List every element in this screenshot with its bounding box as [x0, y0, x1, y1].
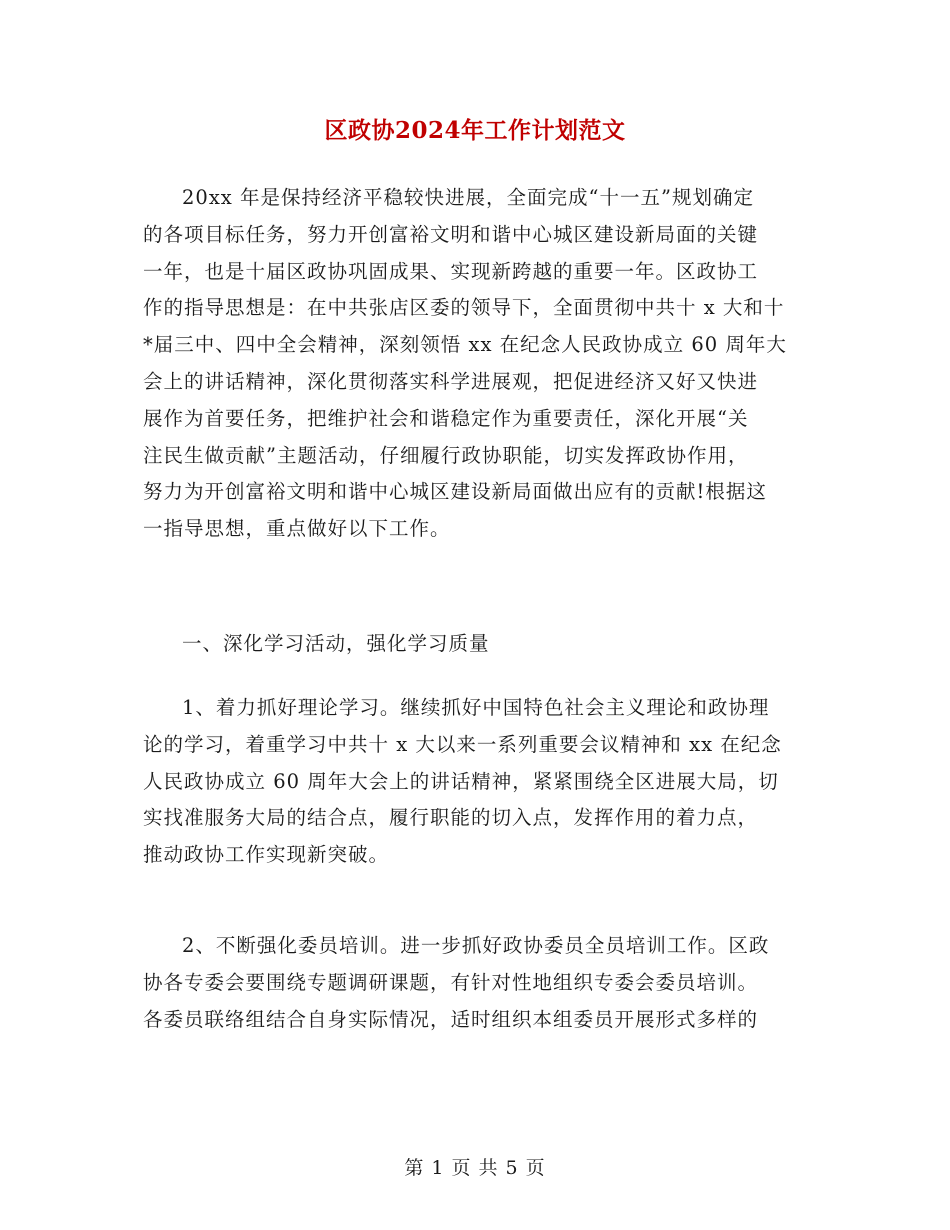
- paragraph-line: 推动政协工作实现新突破。: [143, 843, 390, 867]
- paragraph-line: 努力为开创富裕文明和谐中心城区建设新局面做出应有的贡献!根据这: [143, 480, 767, 504]
- paragraph-line: 人民政协成立 60 周年大会上的讲话精神，紧紧围绕全区进展大局，切: [143, 769, 779, 793]
- paragraph-line: 作的指导思想是：在中共张店区委的领导下，全面贯彻中共十 x 大和十: [143, 296, 785, 320]
- paragraph-line: 20xx 年是保持经济平稳较快进展，全面完成“十一五”规划确定: [182, 186, 754, 209]
- paragraph-line: 1、着力抓好理论学习。继续抓好中国特色社会主义理论和政协理: [182, 696, 770, 719]
- section-heading: [143, 626, 808, 663]
- paragraph-member-training: [143, 928, 808, 1038]
- paragraph-line: 论的学习，着重学习中共十 x 大以来一系列重要会议精神和 xx 在纪念: [143, 732, 782, 756]
- page-number: 第 1 页 共 5 页: [404, 1157, 546, 1179]
- paragraph-line: *届三中、四中全会精神，深刻领悟 xx 在纪念人民政协成立 60 周年大: [143, 333, 787, 357]
- paragraph-theory-study: [143, 690, 808, 874]
- paragraph-line: 一指导思想，重点做好以下工作。: [143, 517, 451, 541]
- document-title: 区政协2024年工作计划范文: [324, 117, 626, 144]
- paragraph-line: 2、不断强化委员培训。进一步抓好政协委员全员培训工作。区政: [182, 934, 770, 957]
- intro-paragraph: [143, 180, 808, 548]
- paragraph-line: 展作为首要任务，把维护社会和谐稳定作为重要责任，深化开展“关: [143, 406, 749, 430]
- paragraph-line: 实找准服务大局的结合点，履行职能的切入点，发挥作用的着力点，: [143, 806, 759, 830]
- paragraph-line: 协各专委会要围绕专题调研课题，有针对性地组织专委会委员培训。: [143, 970, 759, 994]
- paragraph-line: 各委员联络组结合自身实际情况，适时组织本组委员开展形式多样的: [143, 1007, 759, 1031]
- paragraph-line: 注民生做贡献”主题活动，仔细履行政协职能，切实发挥政协作用，: [143, 443, 749, 467]
- paragraph-line: 会上的讲话精神，深化贯彻落实科学进展观，把促进经济又好又快进: [143, 369, 759, 393]
- paragraph-line: 一年，也是十届区政协巩固成果、实现新跨越的重要一年。区政协工: [143, 259, 759, 283]
- paragraph-line: 的各项目标任务，努力开创富裕文明和谐中心城区建设新局面的关键: [143, 222, 759, 246]
- section-heading-text: 一、深化学习活动，强化学习质量: [182, 632, 490, 655]
